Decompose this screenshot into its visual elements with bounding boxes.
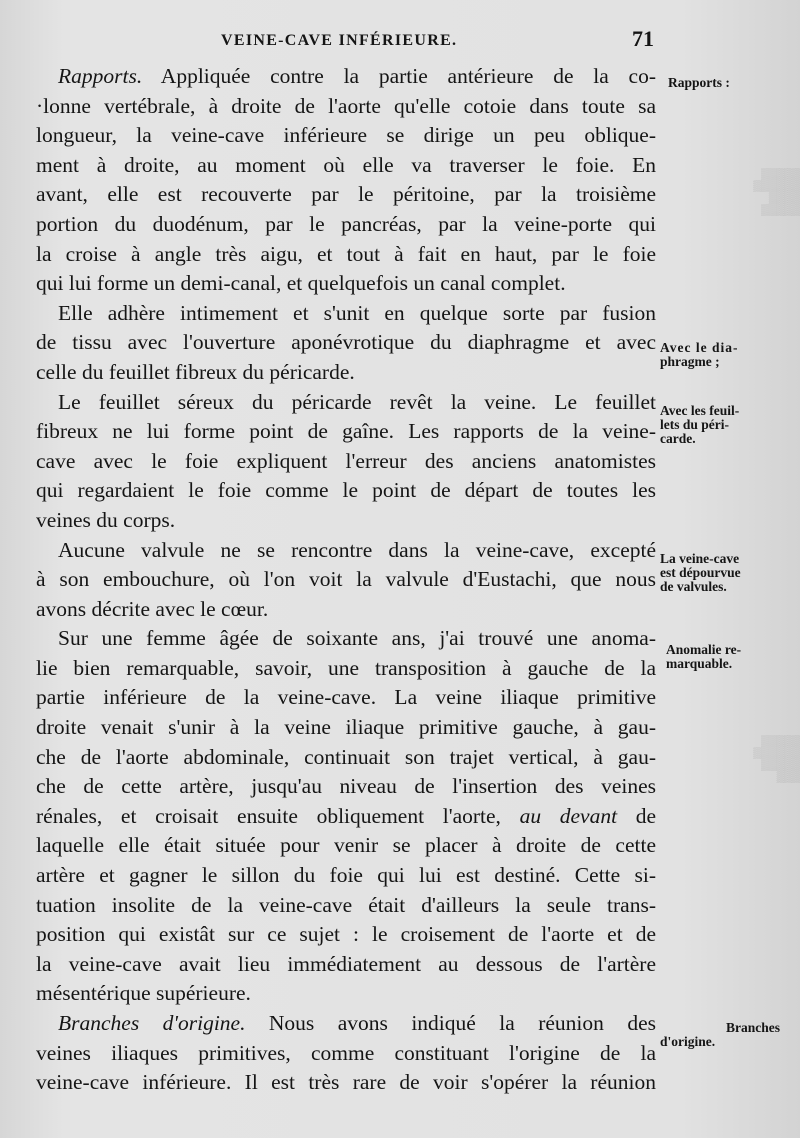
text-line: [36, 536, 656, 566]
section-lead: Branches d'origine.: [58, 1011, 246, 1035]
page-header: [36, 28, 656, 58]
text-line: [36, 358, 656, 388]
line-text: droite venait s'unir à la veine iliaque primitive gauche, à gau-: [36, 715, 656, 740]
line-text: avons décrite avec le cœur.: [36, 596, 269, 621]
text-line: [36, 1039, 656, 1069]
text-line: [36, 565, 656, 595]
line-text: Nous avons indiqué la réunion des: [245, 1011, 656, 1035]
line-text: artère et gagner le sillon du foie qui lui est destiné. Cette si-: [36, 863, 656, 888]
line-text: Appliquée contre la partie antérieure de la co-: [142, 64, 656, 88]
text-line: [36, 447, 656, 477]
page-number: 71: [632, 26, 654, 51]
margin-note-line: Branches: [726, 1020, 780, 1035]
margin-note-branches: [660, 1021, 780, 1049]
margin-note-rapports: [668, 76, 788, 90]
margin-note-pericarde: [660, 404, 780, 446]
text-line: [36, 891, 656, 921]
text-line: [36, 121, 656, 151]
text-line: [36, 269, 656, 299]
line-text: veine-cave inférieure. Il est très rare de voir s'opérer la réunion: [36, 1070, 656, 1095]
text-line: [36, 476, 656, 506]
line-text: Elle adhère intimement et s'unit en quelque sorte par fusion: [58, 300, 656, 325]
text-line: [36, 180, 656, 210]
text-line: [36, 62, 656, 92]
bleed-through-text: ▒▒▒▒▒ ▒▒▒▒▒▒ ▒▒▒▒ ▒▒▒▒▒: [753, 168, 800, 216]
line-text: lie bien remarquable, savoir, une transposition à gauche de la: [36, 655, 656, 680]
line-text: veines du corps.: [36, 507, 176, 532]
line-text: veines iliaques primitives, comme constituant l'origine de la: [36, 1040, 656, 1065]
text-line: [36, 299, 656, 329]
text-line: [36, 772, 656, 802]
text-line: [36, 624, 656, 654]
bleed-through-text: ▒▒▒▒▒ ▒▒▒▒▒▒ ▒▒▒▒▒ ▒▒▒: [753, 735, 800, 783]
text-line: [36, 210, 656, 240]
line-text: Aucune valvule ne se rencontre dans la veine-cave, excepté: [58, 537, 656, 562]
emphasis: au devant: [519, 803, 618, 828]
text-line: [36, 831, 656, 861]
margin-note-line: est dépourvue: [660, 565, 741, 580]
line-text: Le feuillet séreux du péricarde revêt la veine. Le feuillet: [58, 389, 656, 414]
line-text: à son embouchure, où l'on voit la valvule d'Eustachi, que nous: [36, 567, 656, 592]
margin-note-line: Avec les feuil-: [660, 403, 740, 418]
text-line: [36, 683, 656, 713]
text-line: [36, 950, 656, 980]
text-line: [36, 151, 656, 181]
margin-note-line: Avec le dia-: [660, 340, 739, 355]
line-text: fibreux ne lui forme point de gaîne. Les rapports de la veine-: [36, 419, 656, 444]
line-text: che de l'aorte abdominale, continuait son trajet vertical, à gau-: [36, 744, 656, 769]
text-line: [36, 388, 656, 418]
line-text: position qui existât sur ce sujet : le croisement de l'aorte et de: [36, 922, 656, 947]
margin-note-line: de valvules.: [660, 579, 727, 594]
text-line: [36, 328, 656, 358]
text-line: [36, 1009, 656, 1039]
text-line: [36, 654, 656, 684]
body-text: [36, 62, 656, 1098]
text-line: [36, 92, 656, 122]
margin-note-valvules: [660, 552, 780, 594]
margin-note-line: marquable.: [666, 656, 733, 671]
text-line: [36, 743, 656, 773]
margin-note-diaphragme: [660, 341, 780, 369]
line-text: ment à droite, au moment où elle va traverser le foie. En: [36, 152, 656, 177]
margin-note-line: carde.: [660, 431, 696, 446]
margin-note-line: Anomalie re-: [666, 642, 742, 657]
line-text: che de cette artère, jusqu'au niveau de l'insertion des veines: [36, 774, 656, 799]
margin-note-line: lets du péri-: [660, 417, 729, 432]
line-text: la croise à angle très aigu, et tout à fait en haut, par le foie: [36, 241, 656, 266]
text-line: [36, 240, 656, 270]
line-text: Sur une femme âgée de soixante ans, j'ai trouvé une anoma-: [58, 626, 656, 651]
text-line: [36, 979, 656, 1009]
line-text: ·lonne vertébrale, à droite de l'aorte qu'elle cotoie dans toute sa: [36, 93, 656, 118]
text-line: [36, 802, 656, 832]
line-text: rénales, et croisait ensuite obliquement l'aorte,: [36, 803, 520, 828]
line-text: qui lui forme un demi-canal, et quelquefois un canal complet.: [36, 271, 566, 296]
line-text: qui regardaient le foie comme le point de départ de toutes les: [36, 478, 656, 503]
text-line: [36, 861, 656, 891]
line-text: cave avec le foie expliquent l'erreur des anciens anatomistes: [36, 448, 656, 473]
line-text: partie inférieure de la veine-cave. La veine iliaque primitive: [36, 685, 656, 710]
text-line: [36, 595, 656, 625]
line-text: de tissu avec l'ouverture aponévrotique du diaphragme et avec: [36, 330, 656, 355]
line-text: la veine-cave avait lieu immédiatement au dessous de l'artère: [36, 951, 656, 976]
line-text: portion du duodénum, par le pancréas, par la veine-porte qui: [36, 211, 656, 236]
line-text: laquelle elle était située pour venir se placer à droite de cette: [36, 833, 656, 858]
line-text: longueur, la veine-cave inférieure se dirige un peu oblique-: [36, 123, 656, 148]
margin-note-line: phragme ;: [660, 354, 720, 369]
text-line: [36, 1068, 656, 1098]
line-text: mésentérique supérieure.: [36, 981, 251, 1006]
line-text: de: [617, 803, 656, 828]
text-line: [36, 713, 656, 743]
margin-note-line: Rapports :: [668, 75, 730, 90]
section-lead: Rapports.: [58, 64, 143, 88]
margin-note-line: d'origine.: [660, 1034, 716, 1049]
line-text: avant, elle est recouverte par le péritoine, par la troisième: [36, 182, 656, 207]
text-line: [36, 417, 656, 447]
text-line: [36, 920, 656, 950]
line-text: celle du feuillet fibreux du péricarde.: [36, 359, 355, 384]
text-line: [36, 506, 656, 536]
line-text: tuation insolite de la veine-cave était d'ailleurs la seule trans-: [36, 892, 656, 917]
margin-note-anomalie: [666, 643, 786, 671]
margin-note-line: La veine-cave: [660, 551, 740, 566]
running-title: VEINE-CAVE INFÉRIEURE.: [221, 32, 458, 49]
